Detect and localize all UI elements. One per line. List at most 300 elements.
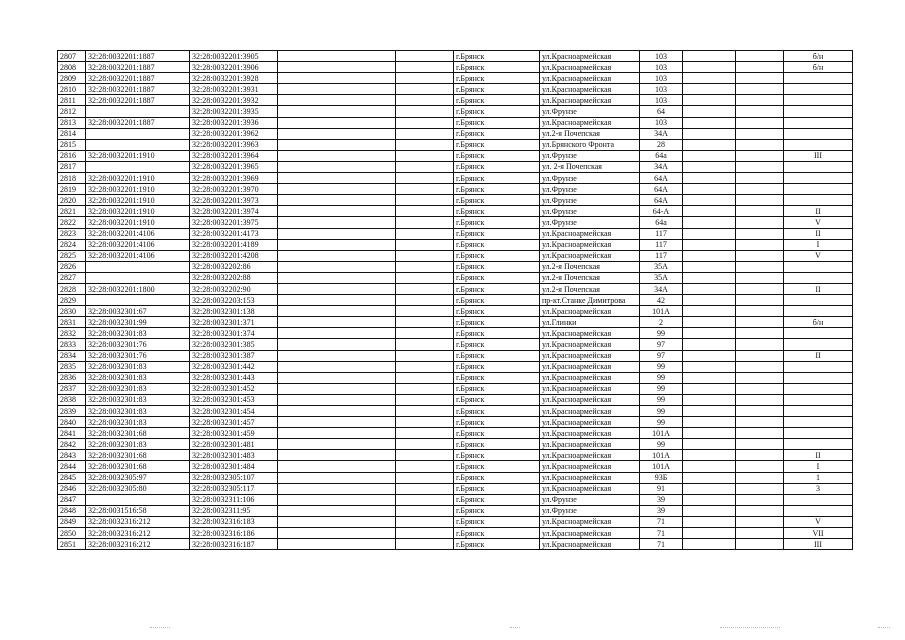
- house-number-cell: 103: [640, 117, 683, 128]
- letter-cell: [784, 73, 853, 84]
- empty-cell: [736, 439, 784, 450]
- letter-cell: II: [784, 450, 853, 461]
- cadastral-number-cell: 32:28:0032301:387: [190, 350, 278, 361]
- table-row: [58, 450, 853, 461]
- empty-cell: [736, 461, 784, 472]
- letter-cell: [784, 361, 853, 372]
- table-row: [58, 106, 853, 117]
- empty-cell: [683, 528, 736, 539]
- letter-cell: [784, 383, 853, 394]
- parent-cadastral-number-cell: 32:28:0032301:83: [86, 383, 190, 394]
- row-number-cell: 2814: [58, 128, 86, 139]
- empty-cell: [683, 494, 736, 505]
- street-cell: ул.Красноармейская: [540, 306, 640, 317]
- table-body: [58, 51, 853, 550]
- row-number-cell: 2830: [58, 306, 86, 317]
- empty-cell: [736, 106, 784, 117]
- cadastral-number-cell: 32:28:0032311:106: [190, 494, 278, 505]
- house-number-cell: 99: [640, 439, 683, 450]
- empty-cell: [278, 228, 396, 239]
- house-number-cell: 28: [640, 139, 683, 150]
- row-number-cell: 2816: [58, 150, 86, 161]
- row-number-cell: 2827: [58, 272, 86, 283]
- cadastral-number-cell: 32:28:0032203:153: [190, 295, 278, 306]
- house-number-cell: 64А: [640, 173, 683, 184]
- street-cell: ул.Красноармейская: [540, 339, 640, 350]
- empty-cell: [683, 62, 736, 73]
- letter-cell: б/н: [784, 317, 853, 328]
- empty-cell: [278, 139, 396, 150]
- parent-cadastral-number-cell: 32:28:0032201:1910: [86, 206, 190, 217]
- letter-cell: б/н: [784, 51, 853, 62]
- row-number-cell: 2834: [58, 350, 86, 361]
- parent-cadastral-number-cell: 32:28:0032201:4106: [86, 239, 190, 250]
- parent-cadastral-number-cell: 32:28:0032316:212: [86, 539, 190, 550]
- row-number-cell: 2815: [58, 139, 86, 150]
- house-number-cell: 101А: [640, 461, 683, 472]
- empty-cell: [278, 261, 396, 272]
- empty-cell: [396, 406, 454, 417]
- house-number-cell: 64-А: [640, 206, 683, 217]
- empty-cell: [683, 472, 736, 483]
- parent-cadastral-number-cell: [86, 128, 190, 139]
- row-number-cell: 2839: [58, 406, 86, 417]
- city-cell: г.Брянск: [454, 139, 540, 150]
- street-cell: ул.Красноармейская: [540, 417, 640, 428]
- empty-cell: [278, 394, 396, 405]
- city-cell: г.Брянск: [454, 206, 540, 217]
- empty-cell: [736, 217, 784, 228]
- empty-cell: [683, 239, 736, 250]
- city-cell: г.Брянск: [454, 516, 540, 527]
- empty-cell: [736, 394, 784, 405]
- cadastral-number-cell: 32:28:0032201:3906: [190, 62, 278, 73]
- empty-cell: [736, 483, 784, 494]
- house-number-cell: 64а: [640, 150, 683, 161]
- letter-cell: [784, 372, 853, 383]
- empty-cell: [736, 139, 784, 150]
- table-row: [58, 361, 853, 372]
- house-number-cell: 64а: [640, 217, 683, 228]
- empty-cell: [396, 106, 454, 117]
- table-row: [58, 173, 853, 184]
- empty-cell: [396, 139, 454, 150]
- empty-cell: [396, 128, 454, 139]
- city-cell: г.Брянск: [454, 372, 540, 383]
- parent-cadastral-number-cell: 32:28:0032301:68: [86, 428, 190, 439]
- empty-cell: [396, 428, 454, 439]
- house-number-cell: 71: [640, 516, 683, 527]
- empty-cell: [396, 439, 454, 450]
- cadastral-number-cell: 32:28:0032301:442: [190, 361, 278, 372]
- empty-cell: [396, 539, 454, 550]
- cadastral-number-cell: 32:28:0032201:3936: [190, 117, 278, 128]
- empty-cell: [736, 505, 784, 516]
- row-number-cell: 2818: [58, 173, 86, 184]
- street-cell: ул.Красноармейская: [540, 528, 640, 539]
- city-cell: г.Брянск: [454, 261, 540, 272]
- scan-artifact: [878, 627, 890, 630]
- empty-cell: [278, 95, 396, 106]
- house-number-cell: 117: [640, 239, 683, 250]
- table-row: [58, 217, 853, 228]
- empty-cell: [683, 173, 736, 184]
- cadastral-number-cell: 32:28:0032301:453: [190, 394, 278, 405]
- empty-cell: [396, 361, 454, 372]
- empty-cell: [278, 106, 396, 117]
- city-cell: г.Брянск: [454, 84, 540, 95]
- table-row: [58, 528, 853, 539]
- empty-cell: [278, 494, 396, 505]
- cadastral-number-cell: 32:28:0032201:3935: [190, 106, 278, 117]
- house-number-cell: 2: [640, 317, 683, 328]
- letter-cell: II: [784, 350, 853, 361]
- empty-cell: [683, 394, 736, 405]
- city-cell: г.Брянск: [454, 272, 540, 283]
- row-number-cell: 2848: [58, 505, 86, 516]
- empty-cell: [396, 217, 454, 228]
- empty-cell: [736, 339, 784, 350]
- house-number-cell: 71: [640, 528, 683, 539]
- city-cell: г.Брянск: [454, 450, 540, 461]
- empty-cell: [683, 217, 736, 228]
- street-cell: ул.2-я Почепская: [540, 272, 640, 283]
- parent-cadastral-number-cell: 32:28:0032301:68: [86, 461, 190, 472]
- empty-cell: [278, 73, 396, 84]
- letter-cell: [784, 95, 853, 106]
- empty-cell: [683, 283, 736, 294]
- table-row: [58, 128, 853, 139]
- empty-cell: [396, 450, 454, 461]
- empty-cell: [683, 161, 736, 172]
- row-number-cell: 2808: [58, 62, 86, 73]
- empty-cell: [278, 62, 396, 73]
- empty-cell: [736, 250, 784, 261]
- street-cell: ул.Красноармейская: [540, 239, 640, 250]
- empty-cell: [683, 73, 736, 84]
- letter-cell: V: [784, 217, 853, 228]
- letter-cell: б/н: [784, 62, 853, 73]
- cadastral-number-cell: 32:28:0032301:452: [190, 383, 278, 394]
- parent-cadastral-number-cell: 32:28:0032201:1910: [86, 184, 190, 195]
- letter-cell: [784, 295, 853, 306]
- parent-cadastral-number-cell: 32:28:0032301:83: [86, 372, 190, 383]
- parent-cadastral-number-cell: 32:28:0031516:58: [86, 505, 190, 516]
- city-cell: г.Брянск: [454, 62, 540, 73]
- empty-cell: [396, 62, 454, 73]
- table-row: [58, 539, 853, 550]
- empty-cell: [736, 228, 784, 239]
- house-number-cell: 101А: [640, 428, 683, 439]
- street-cell: ул.Красноармейская: [540, 73, 640, 84]
- row-number-cell: 2835: [58, 361, 86, 372]
- row-number-cell: 2817: [58, 161, 86, 172]
- parent-cadastral-number-cell: 32:28:0032301:99: [86, 317, 190, 328]
- street-cell: ул.Фрунзе: [540, 184, 640, 195]
- letter-cell: II: [784, 206, 853, 217]
- empty-cell: [396, 328, 454, 339]
- table-row: [58, 428, 853, 439]
- empty-cell: [736, 350, 784, 361]
- empty-cell: [396, 483, 454, 494]
- empty-cell: [736, 317, 784, 328]
- parent-cadastral-number-cell: 32:28:0032201:1887: [86, 84, 190, 95]
- table-row: [58, 328, 853, 339]
- letter-cell: [784, 328, 853, 339]
- city-cell: г.Брянск: [454, 505, 540, 516]
- street-cell: ул.Красноармейская: [540, 428, 640, 439]
- empty-cell: [736, 73, 784, 84]
- table-row: [58, 150, 853, 161]
- city-cell: г.Брянск: [454, 73, 540, 84]
- letter-cell: [784, 494, 853, 505]
- parent-cadastral-number-cell: 32:28:0032301:83: [86, 406, 190, 417]
- row-number-cell: 2812: [58, 106, 86, 117]
- parent-cadastral-number-cell: [86, 494, 190, 505]
- empty-cell: [278, 51, 396, 62]
- cadastral-number-cell: 32:28:0032201:3973: [190, 195, 278, 206]
- letter-cell: I: [784, 239, 853, 250]
- empty-cell: [683, 516, 736, 527]
- empty-cell: [683, 195, 736, 206]
- cadastral-number-cell: 32:28:0032201:4189: [190, 239, 278, 250]
- city-cell: г.Брянск: [454, 483, 540, 494]
- letter-cell: V: [784, 516, 853, 527]
- empty-cell: [736, 117, 784, 128]
- empty-cell: [278, 161, 396, 172]
- empty-cell: [736, 428, 784, 439]
- city-cell: г.Брянск: [454, 339, 540, 350]
- empty-cell: [278, 406, 396, 417]
- city-cell: г.Брянск: [454, 173, 540, 184]
- empty-cell: [278, 383, 396, 394]
- empty-cell: [278, 184, 396, 195]
- table-row: [58, 472, 853, 483]
- empty-cell: [736, 295, 784, 306]
- empty-cell: [396, 283, 454, 294]
- cadastral-number-cell: 32:28:0032301:454: [190, 406, 278, 417]
- letter-cell: [784, 161, 853, 172]
- house-number-cell: 91: [640, 483, 683, 494]
- table-row: [58, 117, 853, 128]
- parent-cadastral-number-cell: [86, 106, 190, 117]
- parent-cadastral-number-cell: 32:28:0032201:1910: [86, 150, 190, 161]
- house-number-cell: 34А: [640, 161, 683, 172]
- empty-cell: [736, 261, 784, 272]
- table-row: [58, 494, 853, 505]
- empty-cell: [278, 283, 396, 294]
- empty-cell: [278, 461, 396, 472]
- row-number-cell: 2831: [58, 317, 86, 328]
- house-number-cell: 103: [640, 84, 683, 95]
- street-cell: ул.Красноармейская: [540, 450, 640, 461]
- row-number-cell: 2840: [58, 417, 86, 428]
- empty-cell: [396, 505, 454, 516]
- letter-cell: [784, 195, 853, 206]
- house-number-cell: 99: [640, 361, 683, 372]
- letter-cell: [784, 272, 853, 283]
- empty-cell: [278, 516, 396, 527]
- table-row: [58, 516, 853, 527]
- letter-cell: I: [784, 461, 853, 472]
- letter-cell: [784, 417, 853, 428]
- cadastral-number-cell: 32:28:0032201:3970: [190, 184, 278, 195]
- empty-cell: [396, 150, 454, 161]
- city-cell: г.Брянск: [454, 161, 540, 172]
- table-row: [58, 228, 853, 239]
- city-cell: г.Брянск: [454, 528, 540, 539]
- street-cell: ул.Красноармейская: [540, 461, 640, 472]
- cadastral-number-cell: 32:28:0032201:3928: [190, 73, 278, 84]
- city-cell: г.Брянск: [454, 539, 540, 550]
- house-number-cell: 99: [640, 406, 683, 417]
- parent-cadastral-number-cell: 32:28:0032305:80: [86, 483, 190, 494]
- empty-cell: [683, 295, 736, 306]
- letter-cell: [784, 173, 853, 184]
- letter-cell: [784, 339, 853, 350]
- cadastral-number-cell: 32:28:0032301:457: [190, 417, 278, 428]
- street-cell: ул.Красноармейская: [540, 394, 640, 405]
- empty-cell: [683, 106, 736, 117]
- parent-cadastral-number-cell: 32:28:0032301:83: [86, 439, 190, 450]
- table-row: [58, 439, 853, 450]
- street-cell: ул.Фрунзе: [540, 494, 640, 505]
- parent-cadastral-number-cell: 32:28:0032301:83: [86, 361, 190, 372]
- empty-cell: [736, 283, 784, 294]
- cadastral-number-cell: 32:28:0032201:3975: [190, 217, 278, 228]
- empty-cell: [278, 206, 396, 217]
- city-cell: г.Брянск: [454, 239, 540, 250]
- street-cell: ул.Глинки: [540, 317, 640, 328]
- city-cell: г.Брянск: [454, 306, 540, 317]
- row-number-cell: 2807: [58, 51, 86, 62]
- scan-artifact: [510, 627, 520, 630]
- empty-cell: [278, 128, 396, 139]
- street-cell: ул.Красноармейская: [540, 361, 640, 372]
- street-cell: ул.Красноармейская: [540, 117, 640, 128]
- parent-cadastral-number-cell: 32:28:0032316:212: [86, 516, 190, 527]
- city-cell: г.Брянск: [454, 494, 540, 505]
- table-row: [58, 161, 853, 172]
- cadastral-number-cell: 32:28:0032305:117: [190, 483, 278, 494]
- cadastral-number-cell: 32:28:0032201:3962: [190, 128, 278, 139]
- street-cell: ул.2-я Почепская: [540, 261, 640, 272]
- empty-cell: [396, 184, 454, 195]
- empty-cell: [736, 528, 784, 539]
- row-number-cell: 2850: [58, 528, 86, 539]
- empty-cell: [683, 406, 736, 417]
- empty-cell: [736, 406, 784, 417]
- cadastral-number-cell: 32:28:0032201:3963: [190, 139, 278, 150]
- table-row: [58, 239, 853, 250]
- empty-cell: [683, 350, 736, 361]
- empty-cell: [278, 195, 396, 206]
- empty-cell: [278, 472, 396, 483]
- house-number-cell: 39: [640, 505, 683, 516]
- cadastral-table: [57, 50, 853, 550]
- table-row: [58, 73, 853, 84]
- parent-cadastral-number-cell: 32:28:0032201:1887: [86, 117, 190, 128]
- house-number-cell: 34А: [640, 128, 683, 139]
- parent-cadastral-number-cell: 32:28:0032301:83: [86, 394, 190, 405]
- row-number-cell: 2846: [58, 483, 86, 494]
- table-row: [58, 394, 853, 405]
- parent-cadastral-number-cell: 32:28:0032305:97: [86, 472, 190, 483]
- empty-cell: [683, 206, 736, 217]
- city-cell: г.Брянск: [454, 95, 540, 106]
- letter-cell: V: [784, 250, 853, 261]
- cadastral-number-cell: 32:28:0032301:443: [190, 372, 278, 383]
- empty-cell: [278, 173, 396, 184]
- empty-cell: [396, 73, 454, 84]
- letter-cell: 3: [784, 483, 853, 494]
- street-cell: ул.2-я Почепская: [540, 283, 640, 294]
- letter-cell: II: [784, 283, 853, 294]
- letter-cell: III: [784, 150, 853, 161]
- empty-cell: [683, 450, 736, 461]
- table-row: [58, 295, 853, 306]
- street-cell: ул.Красноармейская: [540, 516, 640, 527]
- empty-cell: [736, 128, 784, 139]
- parent-cadastral-number-cell: 32:28:0032301:76: [86, 339, 190, 350]
- parent-cadastral-number-cell: 32:28:0032201:1910: [86, 217, 190, 228]
- city-cell: г.Брянск: [454, 439, 540, 450]
- table-row: [58, 62, 853, 73]
- scan-artifact: [150, 627, 170, 630]
- row-number-cell: 2837: [58, 383, 86, 394]
- empty-cell: [683, 439, 736, 450]
- row-number-cell: 2832: [58, 328, 86, 339]
- cadastral-number-cell: 32:28:0032201:3969: [190, 173, 278, 184]
- parent-cadastral-number-cell: [86, 272, 190, 283]
- cadastral-number-cell: 32:28:0032201:3931: [190, 84, 278, 95]
- house-number-cell: 99: [640, 383, 683, 394]
- empty-cell: [736, 206, 784, 217]
- empty-cell: [736, 361, 784, 372]
- cadastral-number-cell: 32:28:0032301:138: [190, 306, 278, 317]
- street-cell: ул.Брянского Фронта: [540, 139, 640, 150]
- empty-cell: [278, 272, 396, 283]
- city-cell: г.Брянск: [454, 406, 540, 417]
- street-cell: ул.Фрунзе: [540, 106, 640, 117]
- empty-cell: [396, 516, 454, 527]
- house-number-cell: 42: [640, 295, 683, 306]
- row-number-cell: 2828: [58, 283, 86, 294]
- empty-cell: [683, 261, 736, 272]
- house-number-cell: 103: [640, 95, 683, 106]
- city-cell: г.Брянск: [454, 328, 540, 339]
- letter-cell: [784, 84, 853, 95]
- empty-cell: [683, 361, 736, 372]
- empty-cell: [278, 328, 396, 339]
- house-number-cell: 99: [640, 372, 683, 383]
- empty-cell: [278, 372, 396, 383]
- empty-cell: [278, 84, 396, 95]
- table-row: [58, 272, 853, 283]
- empty-cell: [736, 84, 784, 95]
- empty-cell: [278, 539, 396, 550]
- table-row: [58, 139, 853, 150]
- empty-cell: [396, 295, 454, 306]
- city-cell: г.Брянск: [454, 361, 540, 372]
- street-cell: ул. 2-я Почепская: [540, 161, 640, 172]
- empty-cell: [278, 428, 396, 439]
- house-number-cell: 97: [640, 350, 683, 361]
- empty-cell: [683, 84, 736, 95]
- empty-cell: [683, 539, 736, 550]
- empty-cell: [683, 428, 736, 439]
- cadastral-number-cell: 32:28:0032305:107: [190, 472, 278, 483]
